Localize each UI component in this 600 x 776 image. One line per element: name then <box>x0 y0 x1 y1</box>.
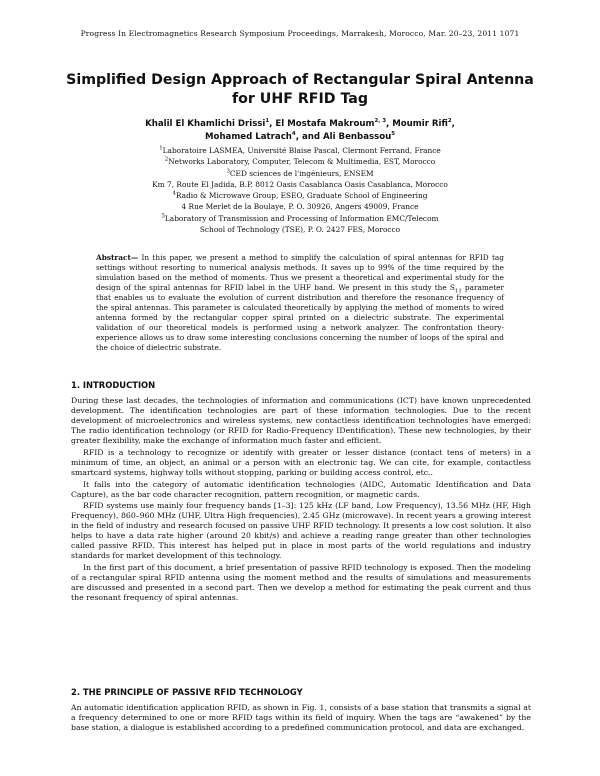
author-name: Ali Benbassou <box>323 132 392 142</box>
author-sup: 1 <box>265 118 270 125</box>
section-heading-principle: 2. THE PRINCIPLE OF PASSIVE RFID TECHNOLOGY <box>71 687 303 697</box>
affiliation-line <box>40 179 560 190</box>
author-line-1: Khalil El Khamlichi Drissi$^1$, El Mostafa Makroum$^{2, 3}$, Moumir Rifi$^2$, <box>145 118 455 129</box>
paragraph: In the first part of this document, a brief presentation of passive RFID technology is exposed. Then the modeling of a rectangular spiral RFID antenna using the moment method and the results of simulations and measurements are discussed and presented in a second part. Then we develop a method for estimating the peak current and thus the resonant frequency of spiral antennas. <box>71 563 531 603</box>
affiliation-text: Radio & Microwave Group, ESEO, Graduate School of Engineering <box>175 191 428 201</box>
section-heading-introduction: 1. INTRODUCTION <box>71 380 156 390</box>
paragraph: An automatic identification application RFID, as shown in Fig. 1, consists of a base station that transmits a signal at a frequency determined to one or more RFID tags within its field of inquiry. When the tags are “awakened” by the base station, a dialogue is established according to a predefined communication protocol, and data are exchanged. <box>71 703 531 733</box>
author-name: El Mostafa Makroum <box>275 119 375 129</box>
affiliation-line <box>40 168 560 179</box>
affiliation-line <box>40 201 560 212</box>
affiliation-line <box>40 156 560 167</box>
affiliation-text: Networks Laboratory, Computer, Telecom & Multimedia, EST, Morocco <box>168 157 436 167</box>
author-list <box>80 118 520 144</box>
author-line-2: Mohamed Latrach$^4$, and Ali Benbassou$^5$ <box>204 131 396 142</box>
author-name: Mohamed Latrach <box>204 132 292 142</box>
affiliation-text: Km 7, Route El Jadida, B.P. 8012 Oasis Casablanca Oasis Casablanca, Morocco <box>152 179 448 189</box>
affiliation-text: Laboratoire LASMEA, Université Blaise Pascal, Clermont Ferrand, France <box>162 146 441 155</box>
affiliation-line <box>40 213 560 224</box>
abstract-text: parameter that enables us to evaluate the evolution of current distribution and therefore the resonance frequency of the spiral antennas. This parameter is calculated theoretically by applying the method of moments to wired antenna formed by the rectangular copper spiral printed on a dielectric substrate. The experimental validation of our theoretical models is performed using a network analyzer. The confrontation theory-experience allows us to draw some interesting conclusions concerning the number of loops of the spiral and the choice of dielectric substrate. <box>96 282 504 352</box>
author-sup: 5 <box>391 131 396 138</box>
paragraph: During these last decades, the technologies of information and communications (ICT) have known unprecedented development. The identification technologies are part of these information technologies. Due to the recent development of microelectronics and wireless systems, new contactless identification technologies have emerged: The radio identification technology (or RFID for Radio-Frequency IDentification). These new technologies, by their greater flexibility, make the exchange of information much faster and efficient. <box>71 396 531 446</box>
paper-title: Simplified Design Approach of Rectangular Spiral Antenna for UHF RFID Tag <box>66 72 534 107</box>
affiliation-sup: 2 <box>164 156 169 163</box>
paragraph: It falls into the category of automatic identification technologies (AIDC, Automatic Identification and Data Capture), as the bar code character recognition, pattern recognition, or magnetic cards. <box>71 479 531 499</box>
affiliation-sup: 5 <box>161 213 165 220</box>
affiliation-list <box>40 145 560 235</box>
affiliation-text: Laboratory of Transmission and Processing of Information EMC/Telecom <box>164 213 439 223</box>
affiliation-text: CED sciences de l'ingénieurs, ENSEM <box>229 168 374 178</box>
affiliation-line <box>40 190 560 201</box>
abstract-subscript: 11 <box>454 288 462 295</box>
abstract <box>96 253 504 353</box>
affiliation-text: 4 Rue Merlet de la Boulaye, P. O. 30926, Angers 49009, France <box>181 202 419 212</box>
affiliation-sup: 4 <box>172 190 176 197</box>
principle-body <box>71 703 531 735</box>
author-sup: 4 <box>291 131 296 138</box>
author-name: Moumir Rifi <box>392 119 448 129</box>
author-name: Khalil El Khamlichi Drissi <box>145 119 266 129</box>
affiliation-line <box>40 224 560 235</box>
introduction-body <box>71 396 531 605</box>
abstract-text: In this paper, we present a method to simplify the calculation of spiral antennas for RFID tag settings without resorting to numerical analysis methods. It saves up to 99% of the time required by the simulation based on the method of moments. Thus we present a theoretical and experimental study for the design of the spiral antennas for RFID label in the UHF band. We present in this study the S <box>96 253 504 292</box>
affiliation-line <box>40 145 560 156</box>
affiliation-sup: 1 <box>159 145 163 152</box>
author-sup: 2 <box>447 118 452 125</box>
abstract-label: Abstract— <box>96 253 139 262</box>
paragraph: RFID is a technology to recognize or identify with greater or lesser distance (contact tens of meters) in a minimum of time, an object, an animal or a person with an electronic tag. We can cite, for example, contactless smartcard systems, highway tolls without stopping, parking or building access control, etc.. <box>71 447 531 477</box>
affiliation-text: School of Technology (TSE), P. O. 2427 FES, Morocco <box>199 225 401 235</box>
affiliation-sup: 3 <box>226 168 230 175</box>
paragraph: RFID systems use mainly four frequency bands [1–3]: 125 kHz (LF band, Low Frequency), 13.56 MHz (HF, High Frequency), 860–960 MHz (UHF, Ultra High frequencies), 2.45 GHz (microwave). In recent years a growing interest in the field of industry and research focused on passive UHF RFID technology. It presents a low cost solution. It also helps to have a data rate higher (around 20 kbit/s) and achieve a reading range greater than other technologies called passive RFID. This interest has helped put in place in most parts of the world regulations and industry standards for market development of this technology. <box>71 501 531 561</box>
running-head: Progress In Electromagnetics Research Symposium Proceedings, Marrakesh, Morocco, Mar. 20–23, 2011 1071 <box>80 29 520 38</box>
author-sup: 2, 3 <box>374 118 386 125</box>
